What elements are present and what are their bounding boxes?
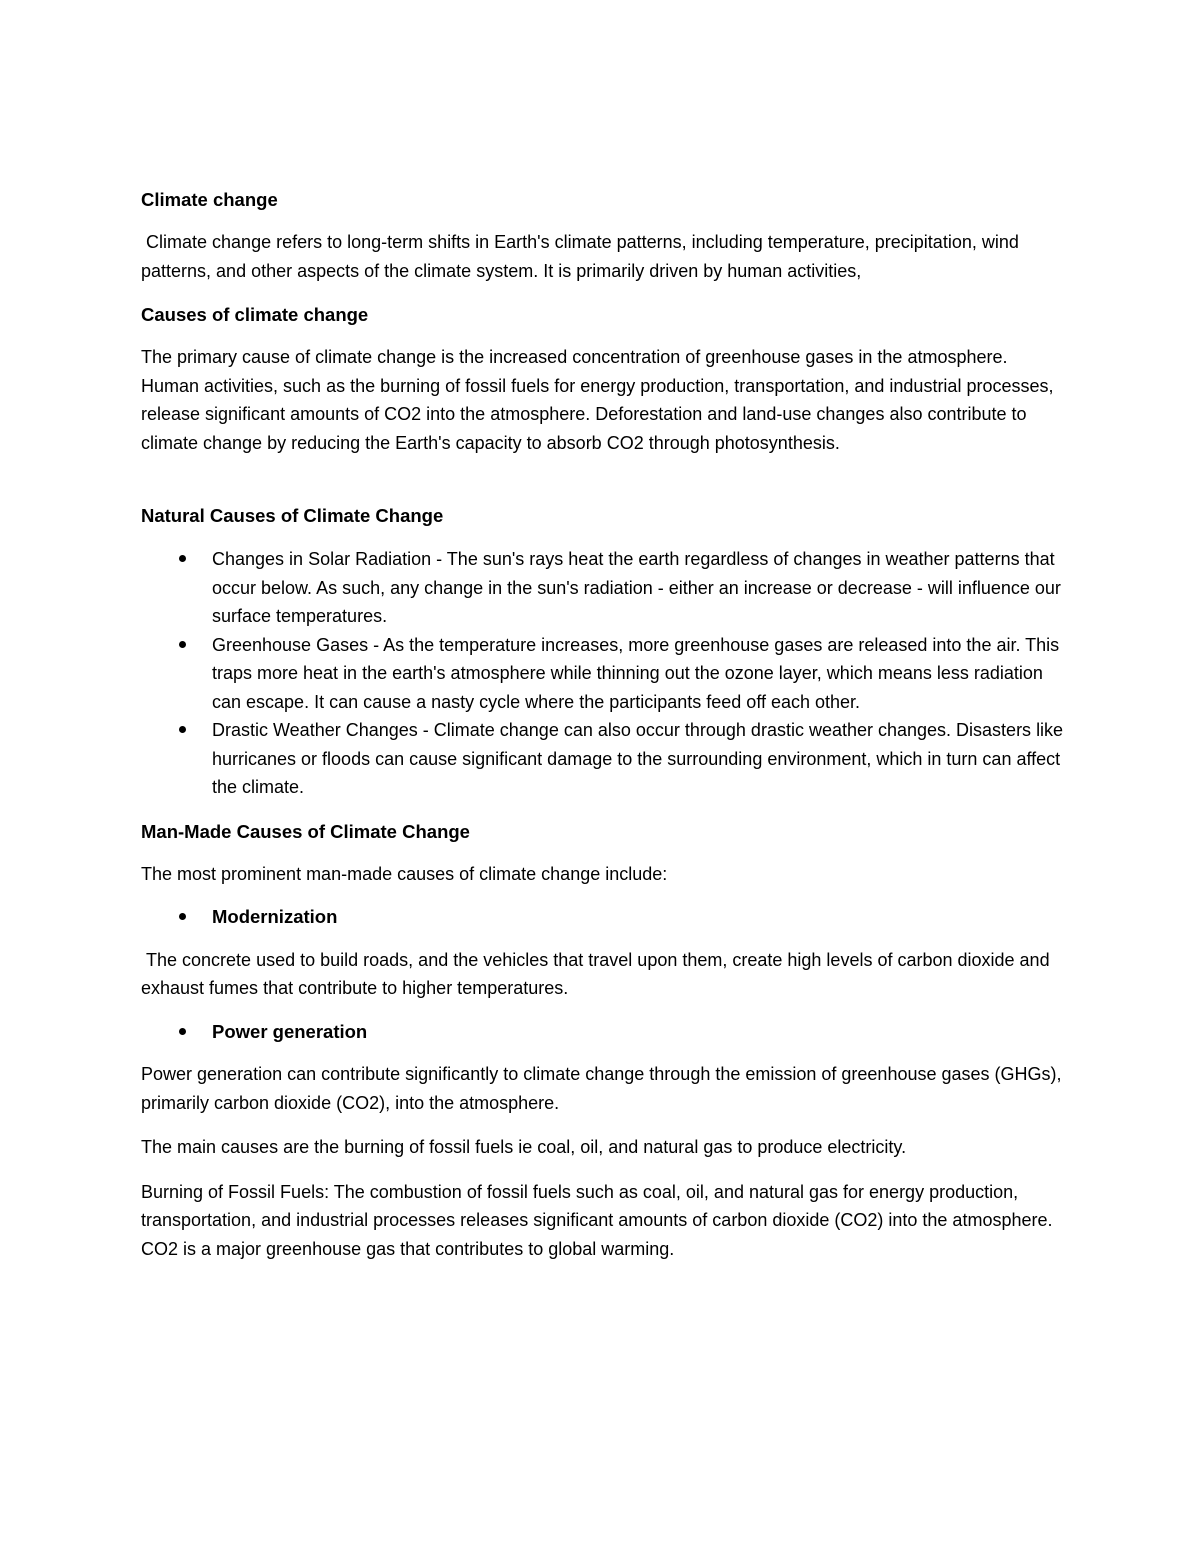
- modernization-list: [141, 903, 1066, 932]
- list-item-text: Changes in Solar Radiation - The sun's rays heat the earth regardless of changes in weather patterns that occur below. As such, any change in the sun's radiation - either an increase or decrease - will influence our surface temperatures.: [212, 549, 1061, 626]
- power-paragraph-3: Burning of Fossil Fuels: The combustion of fossil fuels such as coal, oil, and natural gas for energy production, transportation, and industrial processes releases significant amounts of carbon dioxide (CO2) into the atmosphere. CO2 is a major greenhouse gas that contributes to global warming.: [141, 1181, 1053, 1259]
- subheading-power-generation: Power generation: [212, 1020, 368, 1042]
- bullet-icon: [175, 1018, 189, 1047]
- intro-paragraph: Climate change refers to long-term shifts in Earth's climate patterns, including temperature, precipitation, wind patterns, and other aspects of the climate system. It is primarily driven by human activities,: [141, 232, 1024, 281]
- power-paragraph-1: Power generation can contribute significantly to climate change through the emission of greenhouse gases (GHGs), primarily carbon dioxide (CO2), into the atmosphere.: [141, 1064, 1062, 1113]
- list-item: [141, 716, 1066, 802]
- natural-causes-list: [141, 545, 1066, 802]
- heading-causes: Causes of climate change: [141, 304, 369, 325]
- bullet-icon: [175, 716, 189, 745]
- subheading-modernization: Modernization: [212, 906, 338, 927]
- heading-climate-change: Climate change: [141, 189, 278, 210]
- bullet-icon: [175, 545, 189, 574]
- list-item-text: Greenhouse Gases - As the temperature increases, more greenhouse gases are released into the air. This traps more heat in the earth's atmosphere while thinning out the ozone layer, which means less radiation can escape. It can cause a nasty cycle where the participants feed off each other.: [212, 634, 1060, 712]
- causes-paragraph: The primary cause of climate change is the increased concentration of greenhouse gases in the atmosphere. Human activities, such as the burning of fossil fuels for energy production, transportation, and industrial processes, release significant amounts of CO2 into the atmosphere. Deforestation and land-use changes also contribute to climate change by reducing the Earth's capacity to absorb CO2 through photosynthesis.: [141, 347, 1054, 453]
- document-page: [141, 186, 1066, 1263]
- bullet-icon: [175, 903, 189, 932]
- modernization-paragraph: The concrete used to build roads, and the vehicles that travel upon them, create high levels of carbon dioxide and exhaust fumes that contribute to higher temperatures.: [141, 949, 1055, 998]
- power-paragraph-2: The main causes are the burning of fossil fuels ie coal, oil, and natural gas to produce electricity.: [141, 1137, 907, 1157]
- power-generation-list: [141, 1018, 1066, 1047]
- man-made-intro: The most prominent man-made causes of climate change include:: [141, 863, 668, 884]
- bullet-icon: [175, 631, 189, 660]
- list-item: [141, 631, 1066, 717]
- list-item: [141, 545, 1066, 631]
- heading-natural-causes: Natural Causes of Climate Change: [141, 505, 444, 526]
- list-item: [141, 903, 1066, 932]
- heading-man-made-causes: Man-Made Causes of Climate Change: [141, 820, 470, 842]
- list-item: [141, 1018, 1066, 1047]
- list-item-text: Drastic Weather Changes - Climate change can also occur through drastic weather changes. Disasters like hurricanes or floods can cause significant damage to the surrounding environment, which in turn can affect the climate.: [212, 720, 1064, 797]
